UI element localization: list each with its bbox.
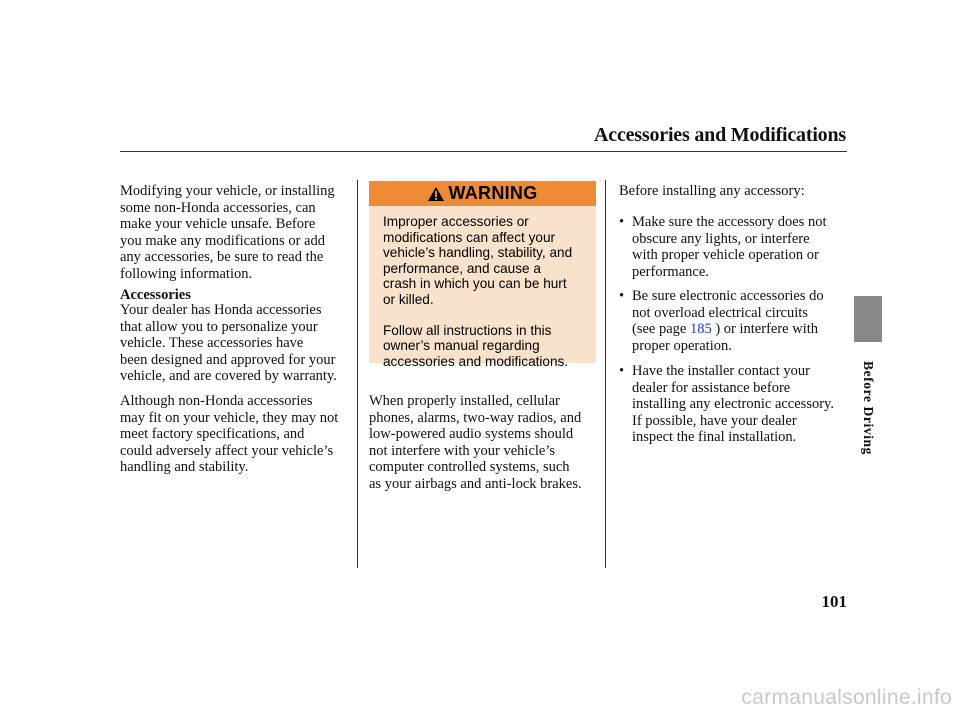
text-line: Make sure the accessory does not <box>632 214 827 230</box>
text-line-with-link <box>632 321 824 338</box>
text-line: vehicle, and are covered by warranty. <box>120 368 337 385</box>
text-line: dealer for assistance before <box>632 379 791 396</box>
text-line: that allow you to personalize your <box>120 318 318 335</box>
text-line: may fit on your vehicle, they may not <box>120 409 339 426</box>
text-line: handling and stability. <box>120 459 249 476</box>
text-line: not interfere with your vehicle’s <box>369 442 556 459</box>
page-number: 101 <box>821 592 847 611</box>
bullet-icon: • <box>619 288 625 304</box>
text-line: vehicle. These accessories have <box>120 335 304 352</box>
text-line: modifications can affect your <box>383 229 556 245</box>
text-line: obscure any lights, or interfere <box>632 230 810 247</box>
text-line: Your dealer has Honda accessories <box>120 302 322 318</box>
text-line: not overload electrical circuits <box>632 304 808 321</box>
page-reference-link[interactable]: 185 <box>689 321 712 338</box>
title-rule <box>120 151 847 152</box>
text-line: meet factory specifications, and <box>120 426 305 443</box>
text-line: proper operation. <box>632 337 732 354</box>
text-line: Modifying your vehicle, or installing <box>120 183 335 199</box>
text-line: When properly installed, cellular <box>369 393 560 409</box>
text-line: vehicle’s handling, stability, and <box>383 245 573 261</box>
text-line: owner’s manual regarding <box>383 338 540 354</box>
text-line: with proper vehicle operation or <box>632 247 819 264</box>
text-line: Have the installer contact your <box>632 363 810 379</box>
text-line: any accessories, be sure to read the <box>120 249 324 266</box>
text-line: performance, and cause a <box>383 260 541 276</box>
text-line: following information. <box>120 265 253 282</box>
text-line: If possible, have your dealer <box>632 412 797 429</box>
text-line: accessories and modifications. <box>383 353 569 369</box>
text-line: computer controlled systems, such <box>369 459 570 476</box>
text-line: some non-Honda accessories, can <box>120 199 316 216</box>
text-fragment: ) or interfere with <box>711 321 819 338</box>
text-line: low-powered audio systems should <box>369 426 574 443</box>
text-line: Follow all instructions in this <box>383 322 552 338</box>
text-line: as your airbags and anti-lock brakes. <box>369 475 582 492</box>
warning-label: WARNING <box>448 183 538 203</box>
text-line: Improper accessories or <box>383 214 529 229</box>
text-line: inspect the final installation. <box>632 429 797 446</box>
column-divider-left <box>357 180 358 568</box>
column-divider-right <box>605 180 606 568</box>
non-honda-accessories-paragraph <box>120 393 338 476</box>
section-label: Before Driving <box>861 360 876 456</box>
text-line: performance. <box>632 263 709 280</box>
bullet-icon: • <box>619 363 625 379</box>
text-line: installing any electronic accessory. <box>632 396 834 413</box>
warning-text <box>383 214 572 369</box>
page-title: Accessories and Modifications <box>594 124 846 146</box>
text-fragment: (see page <box>632 321 690 338</box>
warning-triangle-icon <box>427 186 445 202</box>
dealer-accessories-paragraph <box>120 302 337 385</box>
text-line: make your vehicle unsafe. Before <box>120 216 316 233</box>
warning-box <box>369 181 596 369</box>
accessories-heading: Accessories <box>120 287 191 303</box>
text-line: Although non-Honda accessories <box>120 393 313 409</box>
text-line: Be sure electronic accessories do <box>632 288 824 304</box>
text-line: could adversely affect your vehicle’s <box>120 442 334 459</box>
intro-paragraph <box>120 183 335 283</box>
text-line: crash in which you can be hurt <box>383 276 567 292</box>
text-line: you make any modifications or add <box>120 232 325 249</box>
text-line: phones, alarms, two-way radios, and <box>369 409 582 426</box>
section-tab <box>854 296 882 342</box>
bullet-icon: • <box>619 214 625 230</box>
warning-header <box>369 181 596 206</box>
text-line: or killed. <box>383 291 434 307</box>
cellular-paragraph <box>369 393 582 493</box>
text-line: been designed and approved for your <box>120 351 336 368</box>
checklist-intro: Before installing any accessory: <box>619 183 805 199</box>
watermark: carmanualsonline.info <box>741 686 952 709</box>
